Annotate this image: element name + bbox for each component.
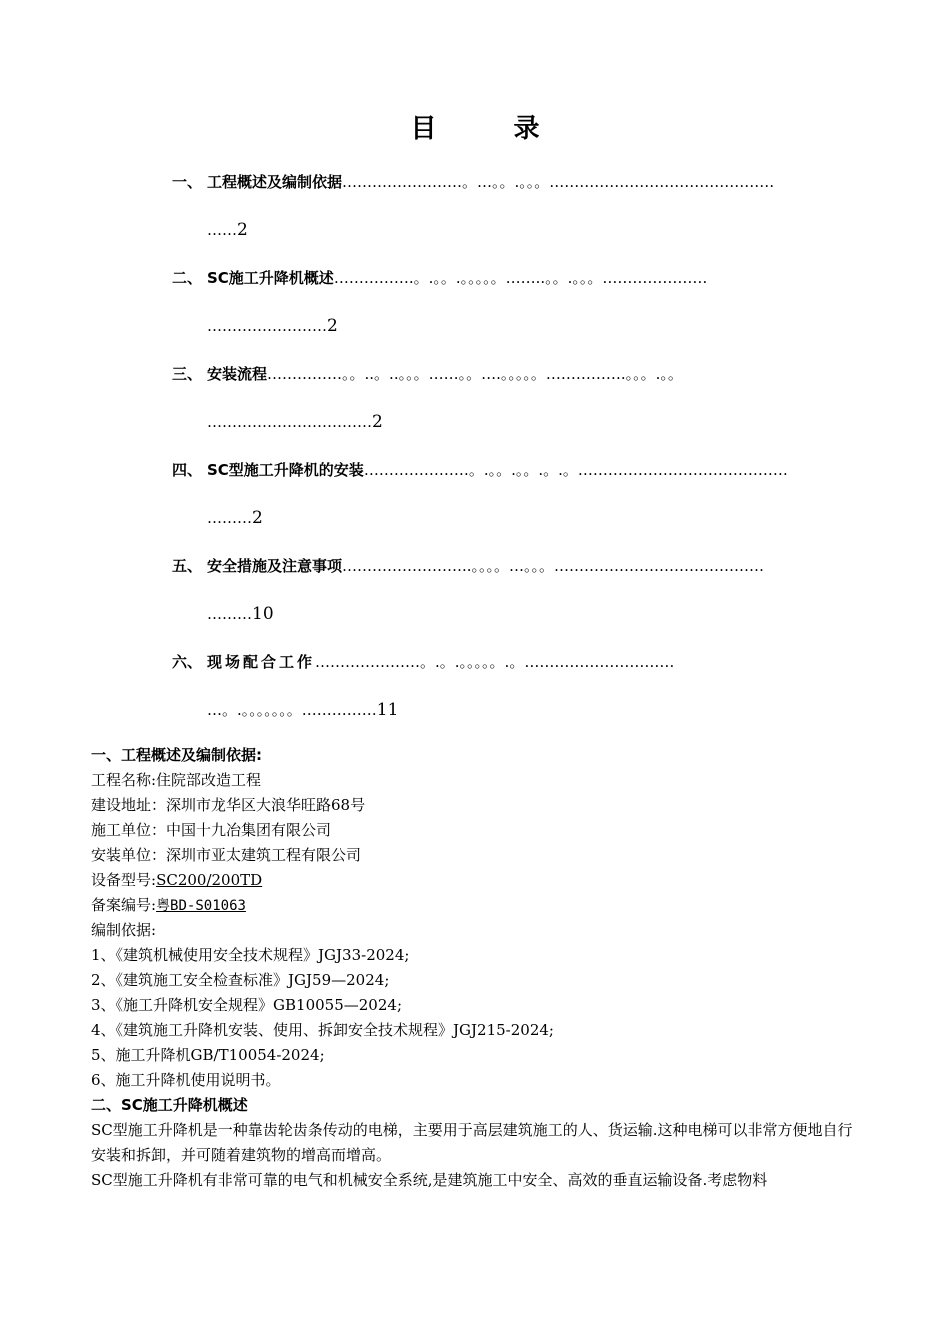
project-name: 工程名称:住院部改造工程 <box>91 771 262 789</box>
toc-entry-6[interactable] <box>172 650 862 674</box>
toc-entry-label: 工程概述及编制依据 <box>207 173 343 191</box>
toc-entry-number: 六、 <box>172 653 203 671</box>
toc-leader-dots: …。.。。。。。。。…………… <box>207 701 377 719</box>
reference-item: 6、施工升降机使用说明书。 <box>91 1071 281 1089</box>
toc-leader-dots: ……………………..。。。。…。。。…………………………………… <box>342 557 765 575</box>
toc-entry-number: 二、 <box>172 269 203 287</box>
section-heading-2: 二、SC施工升降机概述 <box>91 1096 248 1114</box>
reference-item: 3、《施工升降机安全规程》GB10055—2024; <box>91 996 402 1014</box>
toc-entry-label: 安装流程 <box>207 365 268 383</box>
equipment-model-label: 设备型号: <box>91 871 157 889</box>
equipment-model-value: SC200/200TD <box>156 871 263 889</box>
toc-entry-label: SC型施工升降机的安装 <box>207 461 364 479</box>
toc-leader-dots: ……………………。…。。.。。。……………………………………… <box>342 173 775 191</box>
toc-leader-dots: ……… <box>207 509 252 527</box>
equipment-model <box>91 868 861 893</box>
toc-page-number: 2 <box>237 220 248 240</box>
reference-item: 1、《建筑机械使用安全技术规程》JGJ33-2024; <box>91 946 410 964</box>
toc-entry-3-continuation[interactable] <box>207 410 867 434</box>
toc-page-number: 11 <box>376 700 399 720</box>
toc-leader-dots: …………………………… <box>207 413 372 431</box>
document-body <box>91 743 861 1193</box>
toc-page-number: 2 <box>252 508 263 528</box>
toc-entry-2[interactable] <box>172 266 862 290</box>
toc-page-number: 2 <box>327 316 338 336</box>
basis-label: 编制依据: <box>91 921 157 939</box>
toc-entry-4[interactable] <box>172 458 862 482</box>
construction-unit: 施工单位：中国十九冶集团有限公司 <box>91 821 332 839</box>
toc-leader-dots: ……… <box>207 605 252 623</box>
toc-entry-4-continuation[interactable] <box>207 506 867 530</box>
toc-entry-3[interactable] <box>172 362 862 386</box>
reference-item: 5、施工升降机GB/T10054-2024; <box>91 1046 325 1064</box>
record-number-label: 备案编号: <box>91 896 157 914</box>
toc-page-number: 10 <box>252 604 274 624</box>
reference-item: 4、《建筑施工升降机安装、使用、拆卸安全技术规程》JGJ215-2024; <box>91 1021 554 1039</box>
toc-entry-5[interactable] <box>172 554 862 578</box>
toc-entry-1-continuation[interactable] <box>207 218 867 242</box>
paragraph: SC型施工升降机有非常可靠的电气和机械安全系统,是建筑施工中安全、高效的垂直运输设备.考虑物料 <box>91 1171 768 1189</box>
construction-address: 建设地址：深圳市龙华区大浪华旺路68号 <box>91 796 366 814</box>
toc-entry-5-continuation[interactable] <box>207 602 867 626</box>
toc-leader-dots: …………………。.。。.。。.。.。…………………………………… <box>363 461 788 479</box>
toc-leader-dots: …………………。.。.。。。。。.。………………………… <box>315 653 675 671</box>
toc-leader-dots: …………….。.。。.。。。。。……..。。.。。。………………… <box>333 269 708 287</box>
toc-entry-label: SC施工升降机概述 <box>207 269 334 287</box>
toc-leader-dots: …… <box>207 221 237 239</box>
section-heading-1: 一、工程概述及编制依据: <box>91 746 262 764</box>
toc-entry-6-continuation[interactable] <box>207 698 867 722</box>
toc-entry-2-continuation[interactable] <box>207 314 867 338</box>
record-number-value: 粤BD-S01063 <box>156 898 246 914</box>
toc-entry-number: 四、 <box>172 461 203 479</box>
reference-item: 2、《建筑施工安全检查标准》JGJ59—2024; <box>91 971 390 989</box>
installation-unit: 安装单位：深圳市亚太建筑工程有限公司 <box>91 846 362 864</box>
toc-entry-label: 现场配合工作 <box>207 653 316 671</box>
toc-entry-1[interactable] <box>172 170 862 194</box>
toc-entry-label: 安全措施及注意事项 <box>207 557 343 575</box>
toc-title: 目 录 <box>410 114 574 144</box>
toc-entry-number: 三、 <box>172 365 203 383</box>
toc-leader-dots: ……………。。..。..。。。……。。….。。。。。…………….。。。.。。 <box>267 365 683 383</box>
toc-entry-number: 五、 <box>172 557 203 575</box>
record-number <box>91 893 861 918</box>
toc-entry-number: 一、 <box>172 173 203 191</box>
toc-leader-dots: …………………… <box>207 317 327 335</box>
paragraph: SC型施工升降机是一种靠齿轮齿条传动的电梯，主要用于高层建筑施工的人、货运输.这种电梯可以非常方便地自行安装和拆卸，并可随着建筑物的增高而增高。 <box>91 1121 853 1164</box>
toc-page-number: 2 <box>372 412 383 432</box>
